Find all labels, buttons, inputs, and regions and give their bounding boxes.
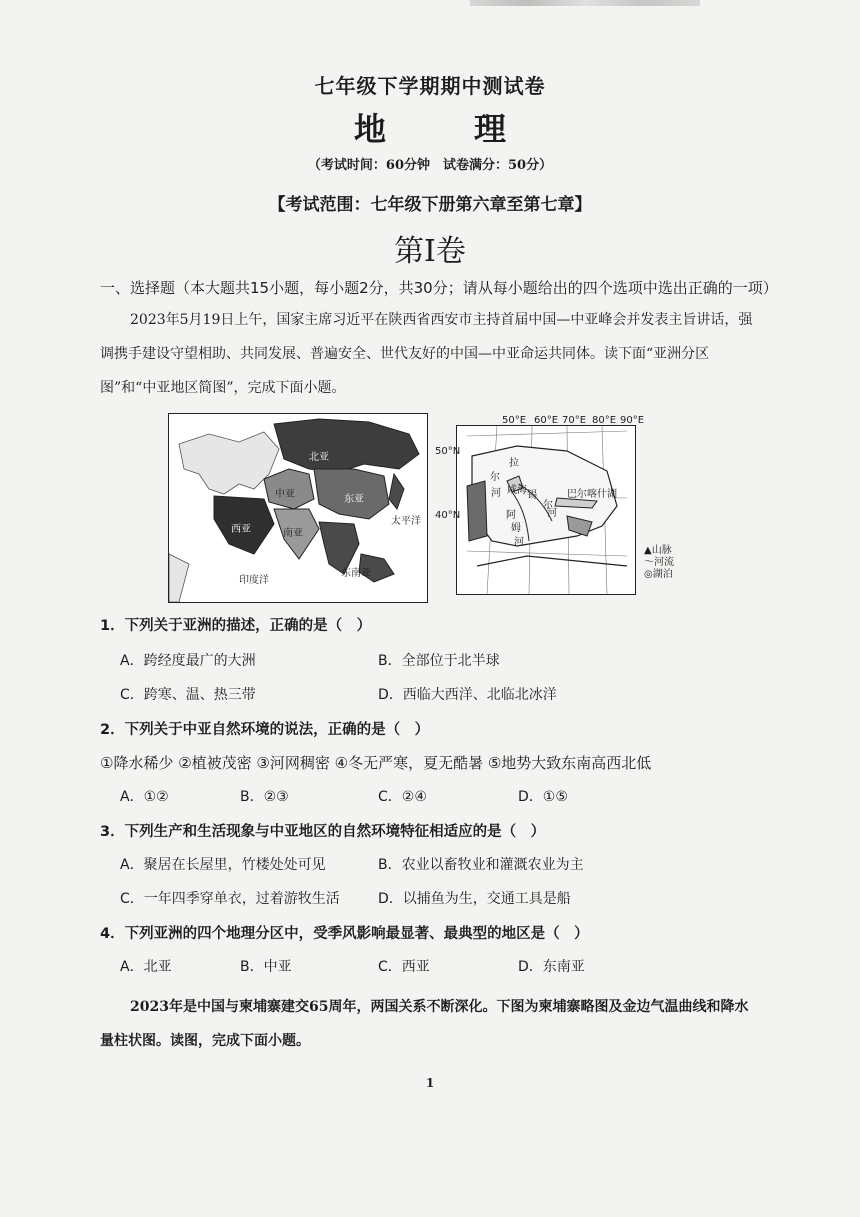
label-he-2: 河 [514, 537, 524, 548]
central-asia-map [456, 425, 636, 595]
mountain-icon: ▲ [644, 545, 652, 556]
exam-scope: 【考试范围：七年级下册第六章至第七章】 [268, 195, 592, 215]
label-la: 拉 [509, 458, 519, 469]
legend-mountain-label: 山脉 [651, 545, 672, 556]
question-2-statements: ①降水稀少 ②植被茂密 ③河网稠密 ④冬无严寒，夏无酷暑 ⑤地势大致东南高西北低 [100, 754, 652, 772]
asia-map-drawing [169, 414, 427, 602]
legend-river [644, 557, 674, 569]
lon-tick-50: 50°E [502, 415, 527, 426]
section-intro: 2023年5月19日上午，国家主席习近平在陕西省西安市主持首届中国—中亚峰会并发表主旨讲话，强调携手建设守望相助、共同发展、普遍安全、世代友好的中国—中亚命运共同体。读下面“亚洲分区图”和“中亚地区简图”，完成下面小题。 [100, 312, 753, 396]
asia-region-map [168, 413, 428, 603]
label-aral-sea: 咸海 [507, 485, 527, 496]
legend-mountain [644, 545, 674, 557]
label-er-1: 尔 [490, 472, 500, 483]
section-heading: 一、选择题（本大题共15小题，每小题2分，共30分；请从每小题给出的四个选项中选出正确的一项） [100, 279, 778, 297]
lake-icon: ◎ [644, 569, 653, 580]
label-er-2: 尔 [543, 500, 553, 511]
volume-title: 第I卷 [394, 234, 466, 269]
question-1-stem: 1．下列关于亚洲的描述，正确的是（ ） [100, 618, 372, 634]
question-2-option-c[interactable]: C．②④ [378, 789, 427, 805]
question-2-option-b[interactable]: B．②③ [240, 789, 289, 805]
page-number: 1 [425, 1076, 435, 1090]
exam-title: 七年级下学期期中测试卷 [314, 74, 546, 98]
question-1-option-c[interactable]: C．跨寒、温、热三带 [120, 687, 256, 703]
river-icon: 〜 [644, 557, 654, 568]
label-central-asia: 中亚 [275, 489, 295, 500]
section-2-intro: 2023年是中国与柬埔寨建交65周年，两国关系不断深化。下图为柬埔寨略图及金边气温曲线和降水量柱状图。读图，完成下面小题。 [100, 999, 749, 1049]
lat-tick-50: 50°N [435, 446, 461, 457]
question-2-option-d[interactable]: D．①⑤ [518, 789, 568, 805]
label-indian-ocean: 印度洋 [239, 575, 269, 586]
question-4-stem: 4．下列亚洲的四个地理分区中，受季风影响最显著、最典型的地区是（ ） [100, 926, 589, 942]
question-3-option-b[interactable]: B．农业以畜牧业和灌溉农业为主 [378, 857, 584, 873]
question-4-option-a[interactable]: A．北亚 [120, 959, 172, 975]
lon-tick-90: 90°E [620, 415, 645, 426]
question-4-option-d[interactable]: D．东南亚 [518, 959, 585, 975]
question-2-stem: 2．下列关于中亚自然环境的说法，正确的是（ ） [100, 722, 430, 738]
label-mu: 姆 [511, 523, 521, 534]
question-2-option-a[interactable]: A．①② [120, 789, 169, 805]
lon-tick-80: 80°E [592, 415, 617, 426]
map-legend [644, 545, 674, 581]
question-1-option-d[interactable]: D．西临大西洋、北临北冰洋 [378, 687, 557, 703]
label-xi: 锡 [527, 490, 537, 501]
label-he-1: 河 [491, 488, 501, 499]
legend-lake [644, 569, 674, 581]
lon-tick-60: 60°E [534, 415, 559, 426]
legend-river-label: 河流 [654, 557, 674, 568]
legend-lake-label: 湖泊 [652, 569, 673, 580]
lon-tick-70: 70°E [562, 415, 587, 426]
label-he-3: 河 [547, 508, 557, 519]
label-pacific-ocean: 太平洋 [391, 516, 421, 527]
label-balkhash-lake: 巴尔喀什湖 [567, 489, 617, 500]
question-3-option-c[interactable]: C．一年四季穿单衣，过着游牧生活 [120, 891, 340, 907]
label-north-asia: 北亚 [309, 452, 329, 463]
exam-info: （考试时间：60分钟 试卷满分：50分） [307, 158, 553, 173]
label-west-asia: 西亚 [231, 524, 251, 535]
lat-tick-40: 40°N [435, 510, 461, 521]
label-south-asia: 南亚 [283, 528, 303, 539]
question-3-option-d[interactable]: D．以捕鱼为生，交通工具是船 [378, 891, 571, 907]
question-4-option-b[interactable]: B．中亚 [240, 959, 292, 975]
question-1-option-a[interactable]: A．跨经度最广的大洲 [120, 653, 256, 669]
question-3-stem: 3．下列生产和生活现象与中亚地区的自然环境特征相适应的是（ ） [100, 824, 546, 840]
question-3-option-a[interactable]: A．聚居在长屋里，竹楼处处可见 [120, 857, 326, 873]
subject-title: 地 理 [353, 110, 534, 148]
scan-artifact [470, 0, 700, 6]
question-1-option-b[interactable]: B．全部位于北半球 [378, 653, 500, 669]
label-southeast-asia: 东南亚 [341, 568, 371, 579]
question-4-option-c[interactable]: C．西亚 [378, 959, 430, 975]
label-a: 阿 [506, 510, 516, 521]
label-east-asia: 东亚 [344, 494, 364, 505]
